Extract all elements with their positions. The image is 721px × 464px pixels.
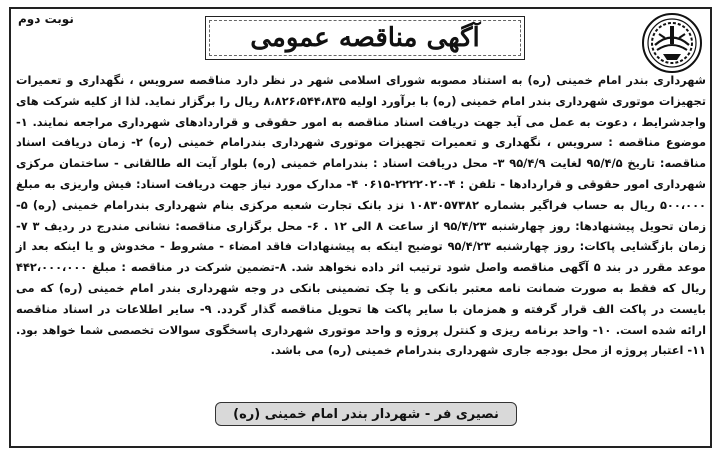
signature-text: نصیری فر - شهردار بندر امام خمینی (ره): [233, 406, 499, 422]
notice-title-box: [205, 16, 525, 60]
signature-bar: [215, 402, 517, 426]
notice-title: آگهی مناقصه عمومی: [250, 23, 480, 53]
edition-label: نوبت دوم: [18, 12, 74, 26]
municipality-emblem-icon: [641, 12, 703, 74]
notice-body: شهرداری بندر امام خمینی (ره) به استناد مصوبه شورای اسلامی شهر در نظر دارد مناقصه سرویس ، نگهداری و تعمیرات تجهیزات موتوری شهرداری بندر امام خمینی (ره) با برآورد اولیه ۸،۸۲۶،۵۴۴،۸۳۵ ریال را برگزار نماید. لذا از کلیه شرکت های واجدشرایط ، دعوت به عمل می آید جهت دریافت اسناد مناقصه به امور حقوقی و قراردادهای شهرداری مراجعه نمایند. ۱- موضوع مناقصه : سرویس ، نگهداری و تعمیرات تجهیزات موتوری شهرداری بندرامام خمینی (ره) ۲- زمان دریافت اسناد مناقصه: تاریخ ۹۵/۴/۵ لغایت ۹۵/۴/۹ ۳- محل دریافت اسناد : بندرامام خمینی (ره) بلوار آیت اله طالقانی - ساختمان مرکزی شهرداری امور حقوقی و قراردادها - تلفن : ۴-۲۲۲۲۰۲۰-۰۶۱۵ ۴- مدارک مورد نیاز جهت دریافت اسناد: فیش واریزی به مبلغ ۵۰۰،۰۰۰ ریال به حساب فراگیر بشماره ۱۰۸۳۰۵۷۳۸۲ نزد بانک تجارت شعبه مرکزی بنام شهرداری بندرامام خمینی (ره) ۵- زمان تحویل پیشنهادها: روز چهارشنبه ۹۵/۴/۲۳ از ساعت ۸ الی ۱۲ . ۶- محل برگزاری مناقصه: نشانی مندرج در ردیف ۳ ۷- زمان بازگشایی پاکات: روز چهارشنبه ۹۵/۴/۲۳ توضیح اینکه به پیشنهادات فاقد امضاء - مشروط - مخدوش و یا اینکه بعد از موعد مقرر در بند ۵ آگهی مناقصه واصل شود ترتیب اثر داده نخواهد شد. ۸-تضمین شرکت در مناقصه : مبلغ ۴۴۲،۰۰۰،۰۰۰ ریال که فقط به صورت ضمانت نامه معتبر بانکی و یا چک تضمینی بانکی در وجه شهرداری بندر امام خمینی (ره) که می بایست در پاکت الف قرار گرفته و همزمان با سایر پاکت ها تحویل مناقصه گذار گردد. ۹- سایر اطلاعات در اسناد مناقصه ارائه شده است. ۱۰- واحد برنامه ریزی و کنترل پروژه و واحد موتوری شهرداری پاسخگوی سوالات تخصصی شما خواهد بود. ۱۱- اعتبار پروژه از محل بودجه جاری شهرداری بندرامام خمینی (ره) می باشد.: [16, 73, 707, 358]
